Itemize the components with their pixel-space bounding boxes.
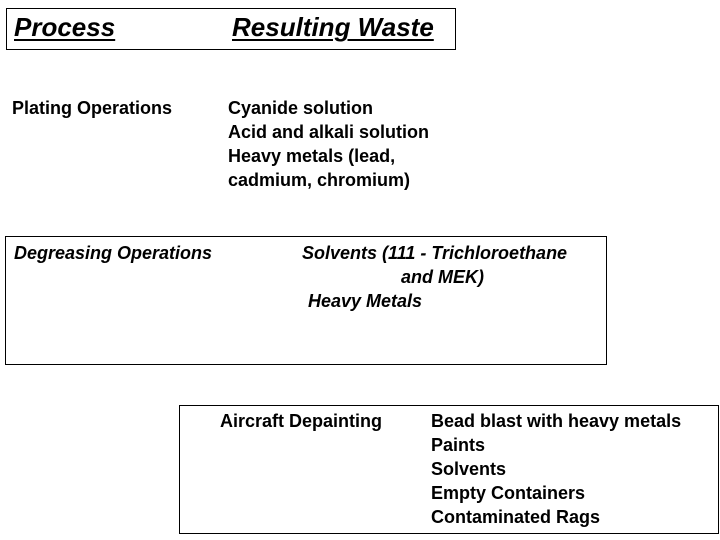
degreasing-waste-item: and MEK): [401, 267, 484, 287]
waste-column-header: Resulting Waste: [232, 12, 434, 42]
plating-waste-item: Acid and alkali solution: [228, 122, 430, 142]
depainting-waste-item: Bead blast with heavy metals: [431, 411, 682, 431]
plating-process-label: Plating Operations: [12, 98, 173, 118]
degreasing-process-label: Degreasing Operations: [14, 243, 213, 263]
degreasing-waste-item: Solvents (111 - Trichloroethane: [302, 243, 568, 263]
plating-waste-item: Heavy metals (lead,: [228, 146, 396, 166]
plating-waste-item: Cyanide solution: [228, 98, 374, 118]
depainting-waste-item: Solvents: [431, 459, 507, 479]
depainting-waste-item: Paints: [431, 435, 486, 455]
depainting-process-label: Aircraft Depainting: [220, 411, 383, 431]
depainting-waste-item: Empty Containers: [431, 483, 586, 503]
degreasing-waste-item: Heavy Metals: [308, 291, 423, 311]
plating-waste-item: cadmium, chromium): [228, 170, 411, 190]
depainting-waste-item: Contaminated Rags: [431, 507, 601, 527]
process-column-header: Process: [14, 12, 116, 42]
